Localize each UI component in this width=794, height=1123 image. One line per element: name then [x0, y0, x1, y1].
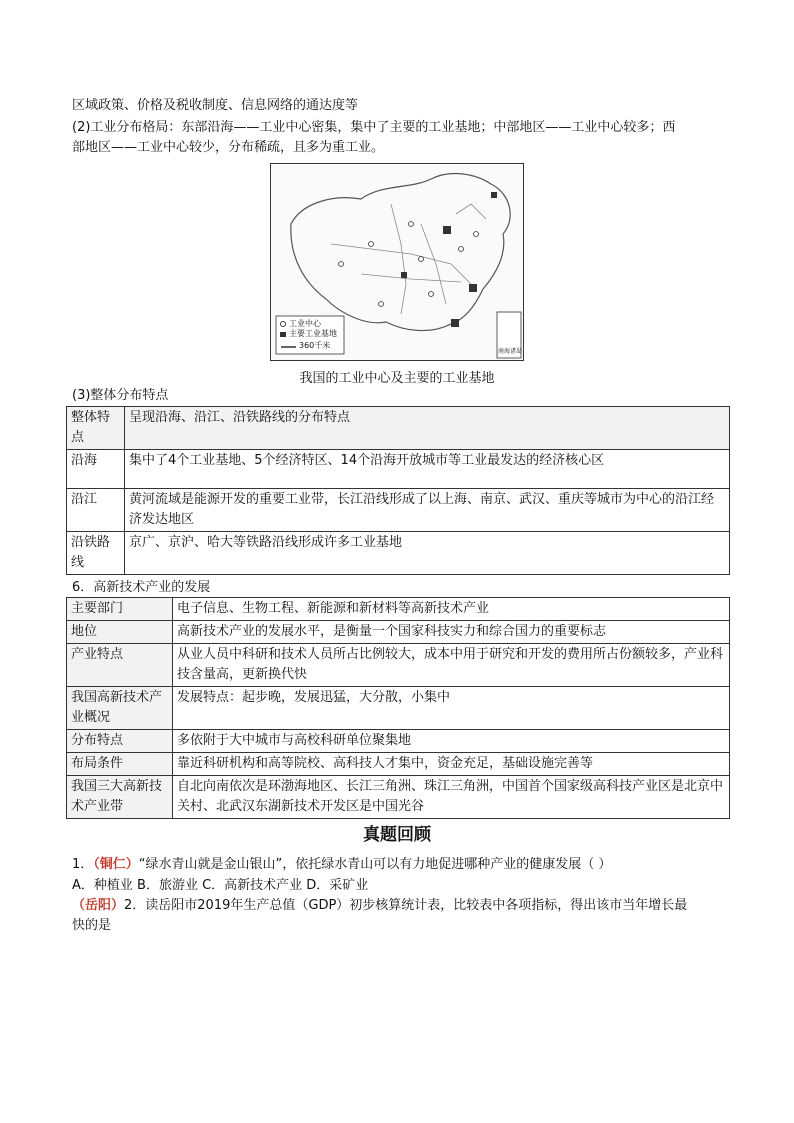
row-label: 分布特点 — [67, 730, 173, 753]
table-row — [67, 532, 730, 575]
table-row — [67, 644, 730, 687]
row-label: 地位 — [67, 621, 173, 644]
q1-number: 1． — [72, 857, 94, 872]
table-row — [67, 730, 730, 753]
row-label: 布局条件 — [67, 753, 173, 776]
row-text: 电子信息、生物工程、新能源和新材料等高新技术产业 — [173, 598, 730, 621]
q2-text: 2．读岳阳市2019年生产总值（GDP）初步核算统计表，比较表中各项指标，得出该市当年增长最 — [124, 898, 688, 913]
q1-options: A．种植业 B．旅游业 C．高新技术产业 D．采矿业 — [72, 878, 369, 893]
row-text: 发展特点：起步晚，发展迅猛，大分散，小集中 — [173, 687, 730, 730]
q1-source: （铜仁） — [93, 857, 139, 872]
row-text: 多依附于大中城市与高校科研单位聚集地 — [173, 730, 730, 753]
table-row — [67, 489, 730, 532]
table-row — [67, 450, 730, 489]
inset-label: 南海诸岛 — [498, 348, 523, 355]
layout-line-1: (2)工业分布格局：东部沿海——工业中心密集，集中了主要的工业基地；中部地区——工业中心较多；西 — [72, 120, 676, 135]
question-1 — [72, 855, 611, 875]
row-label: 我国高新技术产业概况 — [67, 687, 173, 730]
row-text: 靠近科研机构和高等院校、高科技人才集中，资金充足，基础设施完善等 — [173, 753, 730, 776]
table-row — [67, 407, 730, 450]
map-caption: 我国的工业中心及主要的工业基地 — [299, 371, 495, 386]
row-text: 自北向南依次是环渤海地区、长江三角洲、珠江三角洲，中国首个国家级高科技产业区是北京中关村、北武汉东湖新技术开发区是中国光谷 — [173, 776, 730, 819]
row-text: 高新技术产业的发展水平，是衡量一个国家科技实力和综合国力的重要标志 — [173, 621, 730, 644]
row-label: 沿江 — [67, 489, 125, 532]
legend-scale: 360千米 — [299, 341, 331, 350]
row-text: 集中了4个工业基地、5个经济特区、14个沿海开放城市等工业最发达的经济核心区 — [125, 450, 730, 489]
hightech-table — [66, 597, 730, 819]
overall-heading: (3)整体分布特点 — [72, 388, 169, 403]
q2-source: （岳阳） — [72, 898, 125, 913]
row-text: 黄河流域是能源开发的重要工业带，长江沿线形成了以上海、南京、武汉、重庆等城市为中心的沿江经济发达地区 — [125, 489, 730, 532]
row-label: 沿铁路线 — [67, 532, 125, 575]
legend-center: 工业中心 — [289, 319, 321, 328]
layout-line-2: 部地区——工业中心较少，分布稀疏，且多为重工业。 — [72, 140, 385, 155]
row-label: 主要部门 — [67, 598, 173, 621]
row-text: 京广、京沪、哈大等铁路沿线形成许多工业基地 — [125, 532, 730, 575]
question-2 — [72, 896, 687, 916]
table-row — [67, 598, 730, 621]
row-label: 整体特点 — [67, 407, 125, 450]
overall-table — [66, 406, 730, 575]
row-label: 沿海 — [67, 450, 125, 489]
q2-text-line2: 快的是 — [72, 918, 112, 933]
review-title: 真题回顾 — [363, 825, 431, 845]
table-row — [67, 687, 730, 730]
hightech-heading: 6．高新技术产业的发展 — [72, 580, 211, 595]
row-text: 呈现沿海、沿江、沿铁路线的分布特点 — [125, 407, 730, 450]
q1-text: “绿水青山就是金山银山”，依托绿水青山可以有力地促进哪种产业的健康发展（ ） — [138, 857, 612, 872]
row-text: 从业人员中科研和技术人员所占比例较大，成本中用于研究和开发的费用所占份额较多，产业科技含量高，更新换代快 — [173, 644, 730, 687]
table-row — [67, 621, 730, 644]
table-row — [67, 776, 730, 819]
row-label: 产业特点 — [67, 644, 173, 687]
table-row — [67, 753, 730, 776]
legend-base: 主要工业基地 — [289, 329, 337, 338]
intro-line: 区域政策、价格及税收制度、信息网络的通达度等 — [72, 98, 359, 113]
china-industry-map — [270, 163, 524, 361]
row-label: 我国三大高新技术产业带 — [67, 776, 173, 819]
